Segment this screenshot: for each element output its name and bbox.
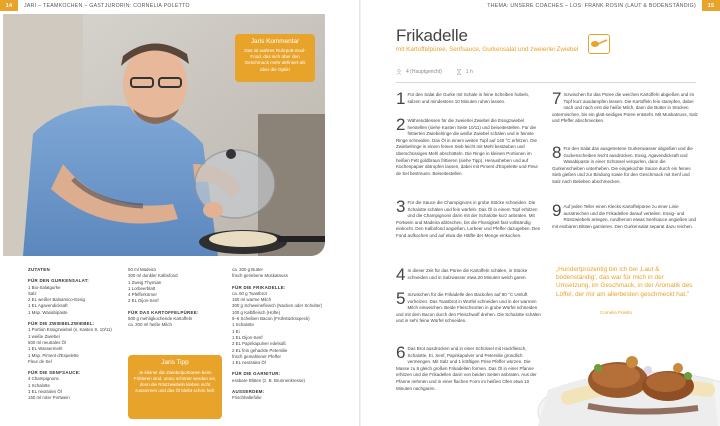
ingredient-item: 1 Schalotte [28,382,50,388]
ingredient-item: Salz [28,290,37,296]
ingredient-item: 500 g mehligkochende Kartoffeln [128,316,193,322]
ingredient-item: frisch geriebene Muskatnuss [232,273,288,279]
step-2: 2 Währenddessen für die zweierlei Zwiebel die Essigzwiebel herstellen (siehe Kasten Seite 10/11) und beiseitestellen. Für die frittierten Zwiebelringe die weiße Zwiebel schälen und in feinste Ringe schneiden. Das Öl in einem weiten Topf auf 140 °C erhitzen. Die Zwiebelringe in einem feinen Sieb leicht mit Mehl bestäuben und überschüssiges Mehl abschütteln. Die Ringe in kleinen Portionen im heißen Fett goldbraun frittieren (siehe Tipp). Herausheben und auf Küchenpapier abtropfen lassen, dabei mit Piment d'Espelette und Fleur de Sel bestreuen. Beiseitestellen. [396,115,538,176]
ingredient-heading: FÜR DIE SENFSAUCE: [28,370,81,376]
ingredient-item: 1 EL neutrales Öl [28,389,62,395]
ingredient-item: 150 ml roter Portwein [28,395,70,401]
ingredient-item: 2 EL Paprikapulver edelsüß [232,341,286,347]
step-9: 9 Auf jeden Teller einen Klecks Kartoffelpüree zu einer Linie ausstreichen und die Frikadellen darauf verteilen. Essig- und Röstzwiebeln anlegen, rundherum etwas Senfsauce angießen und mit essbaren Blüten garnieren. Den Gurkensalat separat dazu reichen. [552,201,697,229]
ingredient-item: 4 Pfefferkörner [128,292,157,298]
ingredients-column-3 [232,267,330,402]
ingredient-item: 5–6 Scheiben Bacon (Frühstücksspeck) [232,316,310,322]
ingredient-heading: FÜR DEN GURKENSALAT: [28,278,90,284]
recipe-meta [396,69,473,75]
step-5: 5 Inzwischen für die Frikadelle den Backofen auf 80 °C Umluft vorheizen. Das Toastbrot in Würfel schneiden und in der warmen Milch einweichen. Beide Fleischsorten in grobe Würfel schneiden und mit dem Bacon durch den Fleischwolf drehen. Die Schalotte schälen und in sehr feine Würfel schneiden. [396,289,541,324]
ingredient-item: 300 ml dunkler Kalbsfond [128,273,178,279]
person-icon [396,69,402,75]
ingredient-item: 1 Msp. Piment d'Espelette [28,352,79,358]
ingredient-item: 300 g Schweinefleisch (Nacken oder Schulter) [232,303,323,309]
ingredient-item: 50 ml Madeira [128,267,156,272]
jaris-tipp-box [128,355,222,419]
step-8: 8 Für den Salat das ausgetretene Gurkenwasser abgießen und die Gurkenscheiben leicht ausdrücken. Essig, Agavendicksaft und Wasabipaste in einer Schüssel verquirlen, dann die Gurkenscheiben unterheben. Die eingekochte Sauce durch ein feines Sieb gießen und zur Bindung sowie für den Geschmack mit Senf und Salz nach Belieben abschmecken. [552,143,693,184]
ingredient-item: 100 g Kalbfleisch (Hüfte) [232,309,281,315]
ingredient-item: frisch gemahlener Pfeffer [232,353,281,359]
ingredient-item: 1 Bio-Salatgurke [28,284,61,290]
dish-photo [528,320,720,426]
ingredient-item: 1 Lorbeerblatt [128,285,156,291]
ingredient-item: 1 EL neutrales Öl [232,360,266,366]
ingredients-column-1 [28,267,120,402]
ingredient-item: Fleur de Sel [28,358,52,364]
ingredient-item: ca. 200 ml heiße Milch [128,322,172,328]
divider [396,82,696,83]
ingredient-item: Frischhaltefolie [232,395,262,401]
ingredient-item: 150 ml warme Milch [232,297,272,303]
ingredient-item: 1 Zweig Thymian [128,279,162,285]
page-number-right: 15 [702,0,720,11]
running-header-left: JARI – TEAMKOCHEN – GASTJURORIN: CORNELIA POLETTO [24,3,190,9]
ingredient-item: ca. 200 g Butter [232,267,263,272]
ingredient-item: ca. 60 g Toastbrot [232,290,267,296]
ingredient-heading: FÜR DAS KARTOFFELPÜREE: [128,309,199,315]
ingredient-item: 1 EL Wassermehl [28,346,63,352]
step-3: 3 Für die Sauce die Champignons in grobe Stücke schneiden. Die Schalotte schälen und fein würfeln. Das Öl in einem Topf erhitzen und die Champignons darin mit der Schalotte kurz anbraten. Mit Portwein und Madeira ablöschen, bis die Flüssigkeit fast vollständig einkocht. Den Kalbsfond angießen, Lorbeer und Pfeffer dazugeben. Den Fond aufkochen und auf etwa die Hälfte der Menge einkochen. [396,197,541,238]
ingredient-heading: FÜR DIE FRIKADELLE: [232,284,286,290]
ingredient-item: 1 Schalotte [232,322,254,328]
book-spine [359,0,361,426]
ingredient-item: 4 Champignons [28,376,59,382]
ingredient-item: essbare Blüten (z. B. Brunnenkresse) [232,377,305,383]
recipe-title: Frikadelle [396,26,468,45]
ingredient-item: 2 EL Dijon-Senf [128,298,159,304]
quote-text: „Hundertprozentig bin ich bei ‚Laut & bodenständig', das war für mich in der Umsetzung, im Geschmack, in der Aromatik des Löffel, der mir am allerbesten geschmeckt hat." [556,266,693,298]
servings-text: 4 (Hauptgericht) [406,69,442,75]
ingredient-heading: FÜR DIE ZWIEBELZWIEBEL: [28,321,95,327]
quote-author: Cornelia Poletto [600,310,633,315]
spoon-logo-icon [588,34,610,54]
ingredient-item: 500 ml neutrales Öl [28,339,67,345]
running-header-right: THEMA: UNSERE COACHES – LOS: FRANK ROSIN (LAUT & BODENSTÄNDIG) [487,3,696,9]
tipp-text: Je kleiner die Zwiebelportionen beim Frittieren sind, umso schöner werden sie, denn die Röstzwiebeln kleben nicht zusammen und das Öl bleibt schön hell. [133,370,217,393]
ingredient-item: 1 EL Agavendicksaft [28,303,68,309]
ingredient-item: 1 Ei [232,328,240,334]
step-1: 1 Für den Salat die Gurke mit Schale in feine Scheiben hobeln, salzen und mindestens 10 Minuten ruhen lassen. [396,89,530,108]
step-6: 6 Das Brot ausdrücken und in einer Schüssel mit Hackfleisch, Schalotte, Ei, Senf, Paprikapulver und Petersilie gründlich vermengen. Mit Salz und 1 kräftigen Prise Pfeffer würzen. Die Masse zu 8 gleich großen Frikadellen formen. Das Öl in einer Pfanne erhitzen und die Frikadellen darin von beiden Seiten anbraten. Aus der Pfanne nehmen und in einer flachen Form im heißen Ofen etwa 10 Minuten nachgaren. [396,343,537,391]
ingredients-column-2 [128,267,224,329]
ingredient-item: 1 EL Dijon-Senf [232,334,263,340]
recipe-subtitle: mit Kartoffelpüree, Senfsauce, Gurkensalat und zweierlei Zwiebel [396,46,579,53]
ingredient-heading: FÜR DIE GARNITUR: [232,371,281,377]
step-4: 4 In dieser Zeit für das Püree die Kartoffeln schälen, in Stücke schneiden und in Salzwasser etwa 20 Minuten weich garen. [396,265,528,284]
ingredient-item: 1 Msp. Wasabipaste [28,309,68,315]
page-number-left: 14 [0,0,18,11]
jaris-comment-box [235,34,315,82]
ingredient-item: 2 EL weißer Balsamico-Essig [28,297,85,303]
step-7: 7 Inzwischen für das Püree die weichen Kartoffeln abgießen und im Topf kurz ausdampfen lassen. Die Kartoffeln fein stampfen, dabei nach und nach erst die heiße Milch, dann die Butter in Stücken untermischen, bis ein glatt-seidiges Püree entsteht. Mit Muskatnuss, Salz und Pfeffer abschmecken. [552,89,698,124]
ingredient-item: 2 EL fein gehackte Petersilie [232,347,288,353]
tipp-title: Jaris Tipp [161,359,189,366]
hourglass-icon [456,69,462,75]
ingredient-item: 1 weiße Zwiebel [28,333,60,339]
time-text: 1 h [465,69,473,75]
comment-text: Das ist wahres Ruhrpott-Soul-Food, das sich über den Geschmack mehr definiert als über die Optik! [244,48,306,72]
comment-title: Jaris Kommentar [250,38,300,45]
ingredient-heading: ZUTATEN [28,267,50,272]
ingredient-heading: AUSSERDEM: [232,389,265,395]
ingredient-item: 1 Portion Essigzwiebel (s. Kasten S. 10/11) [28,327,112,333]
